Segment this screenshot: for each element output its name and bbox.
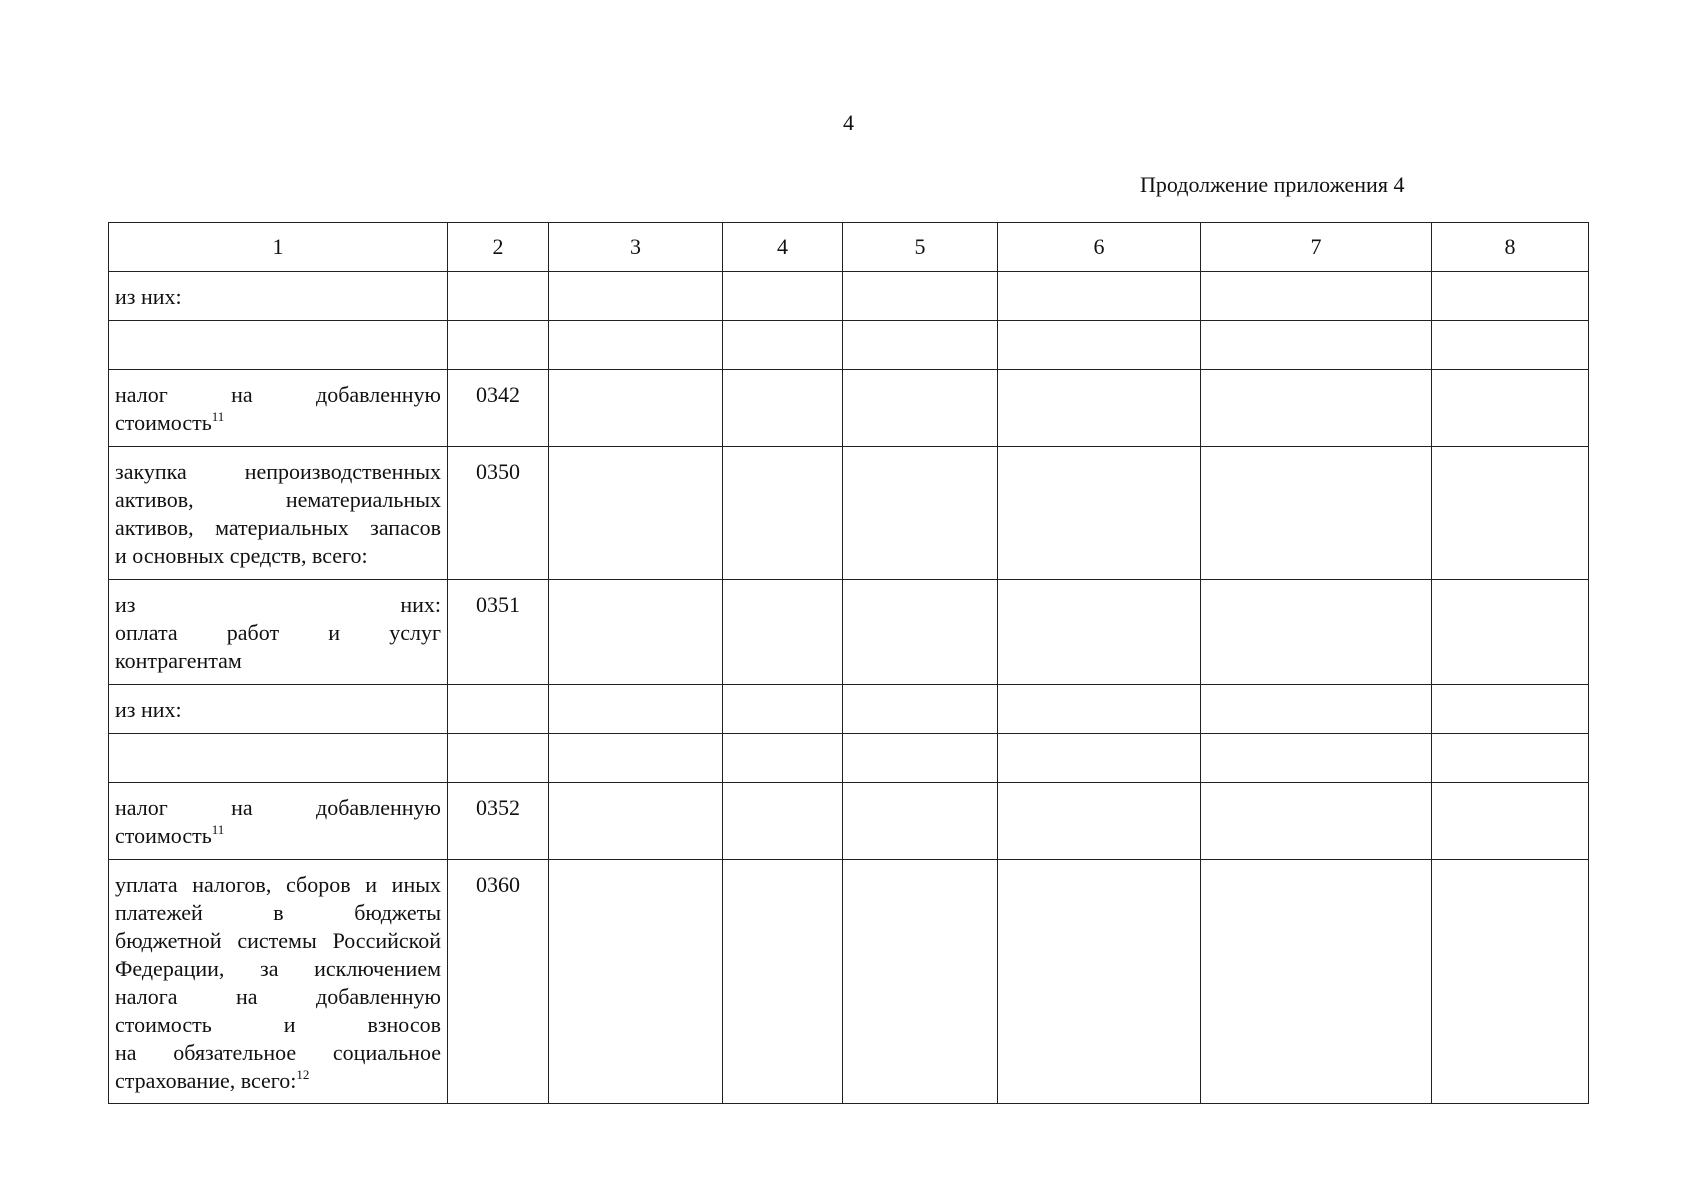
column-number: 4: [723, 223, 843, 272]
value-cell-col-4[interactable]: [723, 370, 843, 447]
row-name-line: уплата налогов, сборов и иных: [115, 872, 441, 897]
row-name-line: закупка непроизводственных: [115, 459, 441, 484]
row-name-line: из них:: [115, 284, 182, 309]
row-name-line: стоимость$^{11}$: [115, 409, 225, 435]
table-row: [109, 447, 1589, 580]
value-cell-col-5[interactable]: [843, 783, 998, 860]
value-cell-col-5[interactable]: [843, 370, 998, 447]
row-name-line: контрагентам: [115, 648, 242, 673]
row-name-line: стоимость$^{11}$: [115, 822, 225, 848]
value-cell-col-8[interactable]: [1432, 734, 1589, 783]
value-cell-col-6[interactable]: [998, 860, 1201, 1104]
column-number: 1: [109, 223, 448, 272]
table-row: [109, 272, 1589, 321]
value-cell-col-7[interactable]: [1201, 685, 1432, 734]
value-cell-col-5[interactable]: [843, 734, 998, 783]
value-cell-col-6[interactable]: [998, 685, 1201, 734]
footnote-marker: 12: [296, 1067, 310, 1082]
row-name-cell: [109, 860, 448, 1104]
value-cell-col-4[interactable]: [723, 734, 843, 783]
value-cell-col-3[interactable]: [549, 860, 723, 1104]
row-name-line: налог на добавленную: [115, 795, 441, 820]
row-code-cell: 0342: [448, 370, 549, 447]
value-cell-col-6[interactable]: [998, 580, 1201, 685]
row-code-cell: [448, 321, 549, 370]
value-cell-col-5[interactable]: [843, 685, 998, 734]
value-cell-col-6[interactable]: [998, 447, 1201, 580]
column-number: 2: [448, 223, 549, 272]
row-name-line: из них:: [115, 592, 441, 617]
row-code-cell: [448, 685, 549, 734]
value-cell-col-8[interactable]: [1432, 580, 1589, 685]
value-cell-col-4[interactable]: [723, 783, 843, 860]
column-number-row: [109, 223, 1589, 272]
value-cell-col-8[interactable]: [1432, 783, 1589, 860]
row-name-cell: [109, 580, 448, 685]
column-number: 6: [998, 223, 1201, 272]
value-cell-col-4[interactable]: [723, 580, 843, 685]
row-code-cell: 0360: [448, 860, 549, 1104]
value-cell-col-4[interactable]: [723, 685, 843, 734]
value-cell-col-6[interactable]: [998, 370, 1201, 447]
appendix-continuation-label: Продолжение приложения 4: [1140, 172, 1405, 197]
footnote-marker: 11: [211, 409, 225, 424]
value-cell-col-8[interactable]: [1432, 685, 1589, 734]
row-name-line: активов, нематериальных: [115, 487, 441, 512]
row-name-line: на обязательное социальное: [115, 1040, 441, 1065]
row-name-line: налога на добавленную: [115, 984, 441, 1009]
value-cell-col-5[interactable]: [843, 580, 998, 685]
value-cell-col-7[interactable]: [1201, 321, 1432, 370]
row-name-line: налог на добавленную: [115, 382, 441, 407]
value-cell-col-5[interactable]: [843, 272, 998, 321]
table-body: [109, 272, 1589, 1104]
value-cell-col-8[interactable]: [1432, 860, 1589, 1104]
value-cell-col-3[interactable]: [549, 685, 723, 734]
value-cell-col-6[interactable]: [998, 272, 1201, 321]
row-name-cell: [109, 447, 448, 580]
value-cell-col-7[interactable]: [1201, 370, 1432, 447]
value-cell-col-5[interactable]: [843, 860, 998, 1104]
column-number: 8: [1432, 223, 1589, 272]
value-cell-col-7[interactable]: [1201, 580, 1432, 685]
row-name-line: оплата работ и услуг: [115, 620, 441, 645]
row-name-cell: [109, 783, 448, 860]
row-name-line: и основных средств, всего:: [115, 543, 368, 568]
value-cell-col-3[interactable]: [549, 272, 723, 321]
page-number: 4: [843, 110, 854, 135]
value-cell-col-7[interactable]: [1201, 734, 1432, 783]
value-cell-col-3[interactable]: [549, 370, 723, 447]
row-name-line: страхование, всего:$^{12}$: [115, 1067, 310, 1093]
value-cell-col-7[interactable]: [1201, 447, 1432, 580]
value-cell-col-8[interactable]: [1432, 447, 1589, 580]
row-name-line: активов, материальных запасов: [115, 515, 441, 540]
row-name-cell: [109, 370, 448, 447]
value-cell-col-5[interactable]: [843, 447, 998, 580]
row-name-line: платежей в бюджеты: [115, 900, 441, 925]
table-row: [109, 734, 1589, 783]
column-number: 7: [1201, 223, 1432, 272]
footnote-marker: 11: [211, 822, 225, 837]
value-cell-col-8[interactable]: [1432, 370, 1589, 447]
value-cell-col-8[interactable]: [1432, 272, 1589, 321]
row-name-cell: [109, 734, 448, 783]
row-code-cell: 0352: [448, 783, 549, 860]
row-name-line: бюджетной системы Российской: [115, 928, 441, 953]
table-row: [109, 783, 1589, 860]
value-cell-col-4[interactable]: [723, 272, 843, 321]
table-row: [109, 370, 1589, 447]
value-cell-col-6[interactable]: [998, 783, 1201, 860]
row-name-cell: [109, 321, 448, 370]
row-name-cell: [109, 685, 448, 734]
table-row: [109, 685, 1589, 734]
value-cell-col-7[interactable]: [1201, 860, 1432, 1104]
column-number: 3: [549, 223, 723, 272]
value-cell-col-5[interactable]: [843, 321, 998, 370]
value-cell-col-8[interactable]: [1432, 321, 1589, 370]
value-cell-col-3[interactable]: [549, 447, 723, 580]
value-cell-col-7[interactable]: [1201, 783, 1432, 860]
value-cell-col-3[interactable]: [549, 734, 723, 783]
value-cell-col-3[interactable]: [549, 783, 723, 860]
value-cell-col-6[interactable]: [998, 321, 1201, 370]
row-code-cell: [448, 734, 549, 783]
row-name-line: из них:: [115, 697, 182, 722]
column-number: 5: [843, 223, 998, 272]
row-name-cell: [109, 272, 448, 321]
value-cell-col-6[interactable]: [998, 734, 1201, 783]
value-cell-col-3[interactable]: [549, 321, 723, 370]
table-row: [109, 580, 1589, 685]
table-row: [109, 321, 1589, 370]
value-cell-col-7[interactable]: [1201, 272, 1432, 321]
value-cell-col-4[interactable]: [723, 321, 843, 370]
row-code-cell: 0350: [448, 447, 549, 580]
value-cell-col-4[interactable]: [723, 860, 843, 1104]
report-table: [108, 222, 1589, 1104]
row-name-line: стоимость и взносов: [115, 1012, 441, 1037]
value-cell-col-3[interactable]: [549, 580, 723, 685]
row-code-cell: 0351: [448, 580, 549, 685]
value-cell-col-4[interactable]: [723, 447, 843, 580]
table-row: [109, 860, 1589, 1104]
row-code-cell: [448, 272, 549, 321]
row-name-line: Федерации, за исключением: [115, 956, 441, 981]
